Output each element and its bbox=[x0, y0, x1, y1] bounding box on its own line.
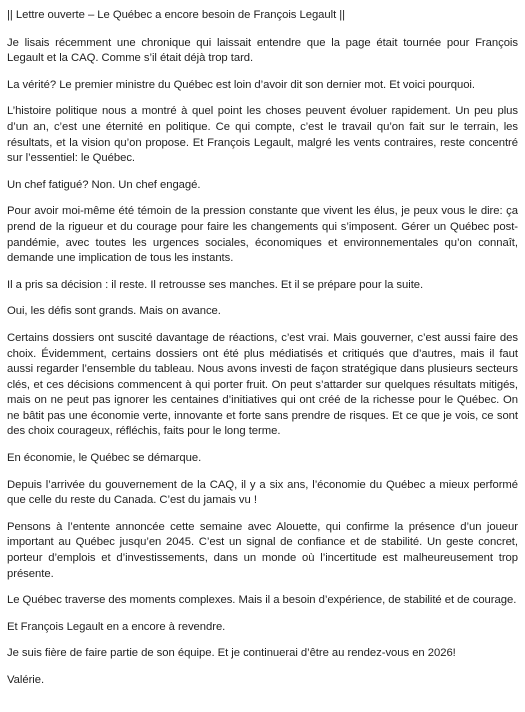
paragraph-14: Je suis fière de faire partie de son équipe. Et je continuerai d’être au rendez-vous en 2026! bbox=[7, 647, 456, 660]
paragraph-11: Pensons à l’entente annoncée cette semaine avec Alouette, qui confirme la présence d’un joueur important au Québec jusqu’en 2045. C’est un signal de confiance et de stabilité. Un geste concret, porteur d’emplois et d’investissements, dans un monde où l’incertitude est malheureusement trop présente. bbox=[7, 520, 518, 580]
paragraph-5: Pour avoir moi-même été témoin de la pression constante que vivent les élus, je peux vous le dire: ça prend de la rigueur et du courage pour faire les changements qui s’imposent. Gérer un Québec post-pandémie, avec toutes les urgences sociales, économiques et environnementales qu’on connaît, demande une implication de tous les instants. bbox=[7, 205, 518, 265]
paragraph-9: En économie, le Québec se démarque. bbox=[7, 452, 202, 465]
paragraph-1: Je lisais récemment une chronique qui laissait entendre que la page était tournée pour François Legault et la CAQ. Comme s’il était déjà trop tard. bbox=[7, 36, 518, 65]
paragraph-12: Le Québec traverse des moments complexes. Mais il a besoin d’expérience, de stabilité et de courage. bbox=[7, 594, 517, 607]
paragraph-10: Depuis l’arrivée du gouvernement de la CAQ, il y a six ans, l’économie du Québec a mieux performé que celle du reste du Canada. C’est du jamais vu ! bbox=[7, 478, 518, 507]
paragraph-3: L’histoire politique nous a montré à quel point les choses peuvent évoluer rapidement. Un peu plus d’un an, c’est une éternité en politique. Ce qui compte, c’est le travail qu’on fait sur le terrain, les résultats, et la vision qu’on propose. Et François Legault, malgré les vents contraires, reste concentré sur l’essentiel: le Québec. bbox=[7, 105, 518, 165]
paragraph-13: Et François Legault en a encore à revendre. bbox=[7, 620, 226, 633]
open-letter-document bbox=[7, 8, 518, 700]
paragraph-6: Il a pris sa décision : il reste. Il retrousse ses manches. Et il se prépare pour la suite. bbox=[7, 278, 424, 291]
paragraph-7: Oui, les défis sont grands. Mais on avance. bbox=[7, 305, 221, 318]
paragraph-2: La vérité? Le premier ministre du Québec est loin d’avoir dit son dernier mot. Et voici pourquoi. bbox=[7, 78, 475, 91]
letter-title: || Lettre ouverte – Le Québec a encore besoin de François Legault || bbox=[7, 9, 346, 21]
paragraph-8: Certains dossiers ont suscité davantage de réactions, c’est vrai. Mais gouverner, c’est aussi faire des choix. Évidemment, certains dossiers ont été plus médiatisés et critiqués que d’autres, mais il faut aussi regarder l’ensemble du tableau. Nous avons investi de façon stratégique dans plusieurs secteurs clés, et ces décisions commencent à qui porter fruit. On peut s’attarder sur quelques résultats mitigés, mais on ne peut pas ignorer les centaines d’initiatives qui ont créé de la richesse pour le Québec. On ne bâtit pas une économie verte, innovante et forte sans prendre de risques. Et ce que je vois, ce sont des choix courageux, réfléchis, faits pour le long terme. bbox=[7, 331, 518, 438]
signature: Valérie. bbox=[7, 674, 45, 686]
paragraph-4: Un chef fatigué? Non. Un chef engagé. bbox=[7, 178, 201, 191]
